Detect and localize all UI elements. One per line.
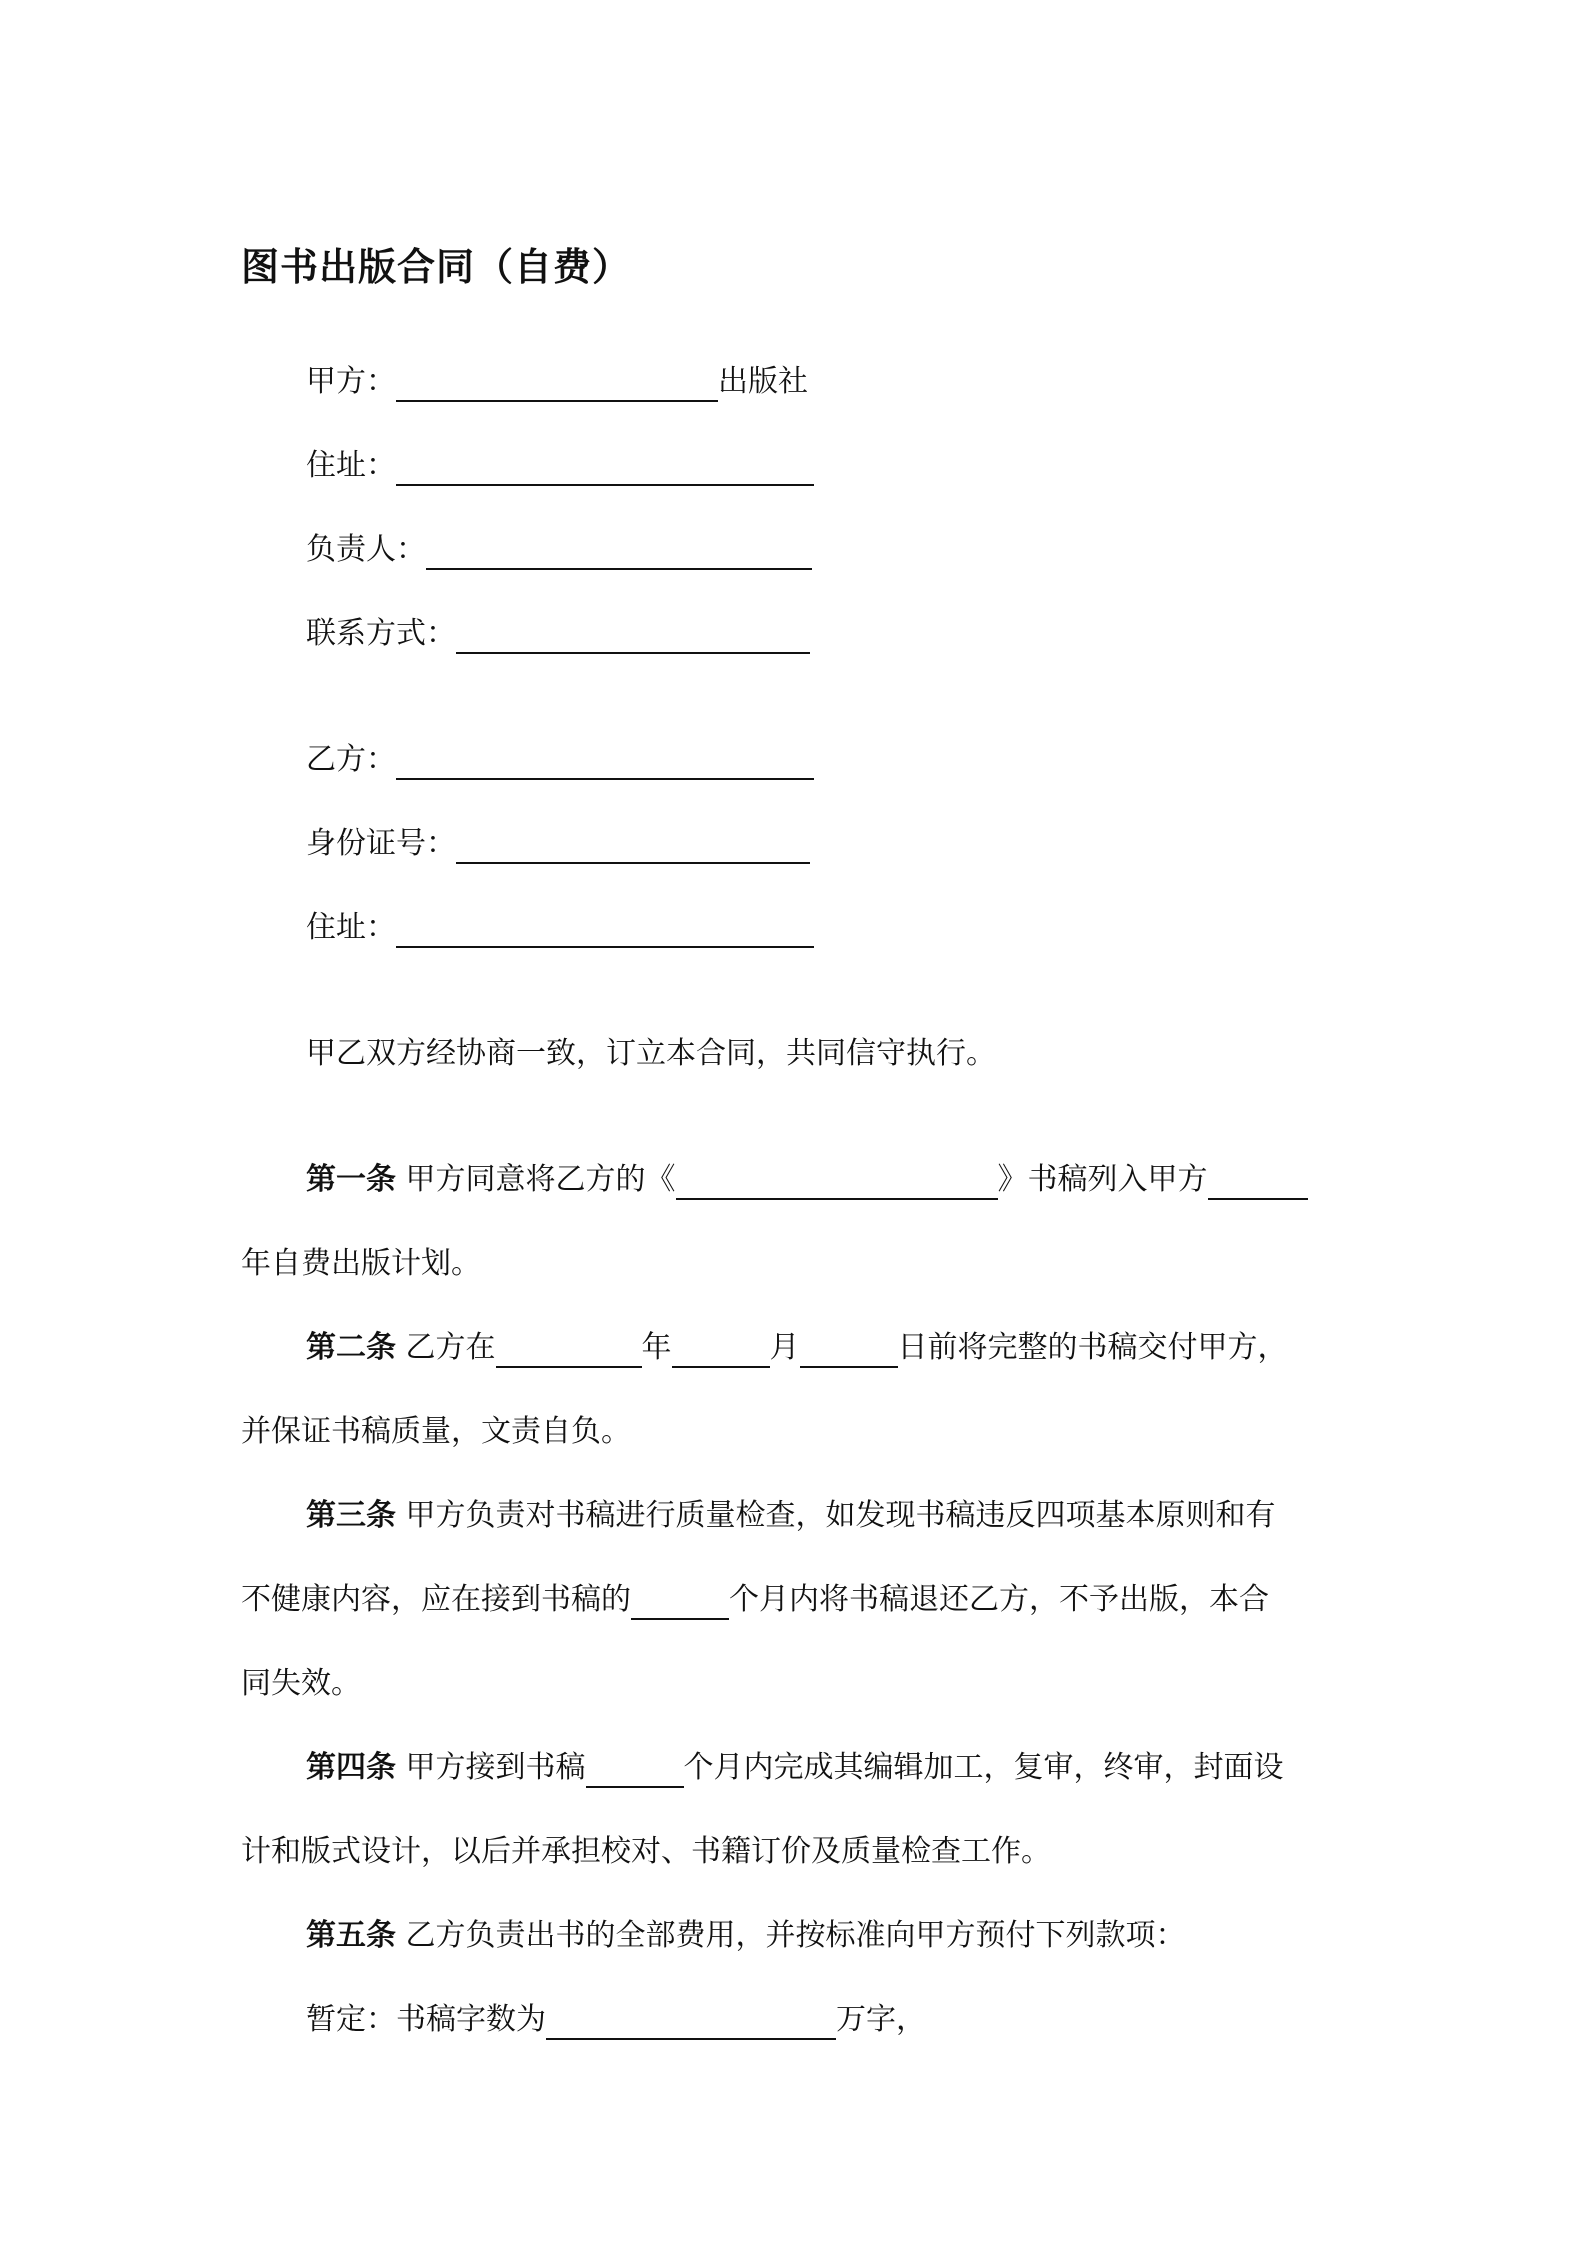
article-2-line-1 <box>306 1328 1288 1368</box>
party-a-person-label: 负责人： <box>306 532 426 567</box>
article-4-line-2: 计和版式设计，以后并承担校对、书籍订价及质量检查工作。 <box>241 1834 1051 1869</box>
article-3-line-3: 同失效。 <box>241 1666 361 1701</box>
party-b-address-blank[interactable] <box>396 912 814 948</box>
plan-year-blank[interactable] <box>1208 1164 1308 1200</box>
party-a-contact-blank[interactable] <box>456 618 810 654</box>
article-4-number: 第四条 <box>306 1750 396 1785</box>
article-2-text-2: 日前将完整的书稿交付甲方， <box>897 1330 1288 1365</box>
book-title-blank[interactable] <box>676 1164 998 1200</box>
party-a-suffix: 出版社 <box>718 364 808 399</box>
article-3-number: 第三条 <box>306 1498 396 1533</box>
article-1-text-2: 》书稿列入甲方 <box>997 1162 1208 1197</box>
article-1-line-1 <box>306 1160 1308 1200</box>
article-5-line-2 <box>306 2000 926 2040</box>
party-a-row <box>306 362 808 402</box>
party-b-label: 乙方： <box>306 742 396 777</box>
party-b-name-blank[interactable] <box>396 744 814 780</box>
party-b-id-label: 身份证号： <box>306 826 456 861</box>
article-3-text-3: 个月内将书稿退还乙方，不予出版，本合 <box>729 1582 1269 1617</box>
article-1-text-1: 甲方同意将乙方的《 <box>396 1162 676 1197</box>
article-4-line-1 <box>306 1748 1284 1788</box>
party-b-id-row <box>306 824 810 864</box>
article-5-number: 第五条 <box>306 1918 396 1953</box>
month-label: 月 <box>769 1330 800 1365</box>
party-a-address-blank[interactable] <box>396 450 814 486</box>
article-5-text-3: 万字， <box>836 2002 926 2037</box>
party-a-person-row <box>306 530 812 570</box>
party-b-id-blank[interactable] <box>456 828 810 864</box>
delivery-day-blank[interactable] <box>800 1332 898 1368</box>
article-3-text-1: 甲方负责对书稿进行质量检查，如发现书稿违反四项基本原则和有 <box>396 1498 1276 1533</box>
edit-months-blank[interactable] <box>586 1752 684 1788</box>
article-2-line-2: 并保证书稿质量，文责自负。 <box>241 1414 631 1449</box>
article-2-number: 第二条 <box>306 1330 396 1365</box>
article-2-text-1: 乙方在 <box>396 1330 496 1365</box>
party-a-label: 甲方： <box>306 364 396 399</box>
page-title: 图书出版合同（自费） <box>241 245 632 289</box>
delivery-month-blank[interactable] <box>672 1332 770 1368</box>
delivery-year-blank[interactable] <box>496 1332 642 1368</box>
intro-text: 甲乙双方经协商一致，订立本合同，共同信守执行。 <box>306 1036 996 1071</box>
return-months-blank[interactable] <box>631 1584 729 1620</box>
party-b-row <box>306 740 814 780</box>
party-a-address-label: 住址： <box>306 448 396 483</box>
article-1-number: 第一条 <box>306 1162 396 1197</box>
article-3-text-2: 不健康内容，应在接到书稿的 <box>241 1582 631 1617</box>
party-b-address-row <box>306 908 814 948</box>
article-4-text-2: 个月内完成其编辑加工，复审，终审，封面设 <box>683 1750 1284 1785</box>
party-a-address-row <box>306 446 814 486</box>
party-a-contact-label: 联系方式： <box>306 616 456 651</box>
article-1-line-2: 年自费出版计划。 <box>241 1246 481 1281</box>
party-a-name-blank[interactable] <box>396 366 718 402</box>
article-5-line-1 <box>306 1916 1186 1956</box>
year-label: 年 <box>641 1330 672 1365</box>
article-5-text-1: 乙方负责出书的全部费用，并按标准向甲方预付下列款项： <box>396 1918 1186 1953</box>
party-a-person-blank[interactable] <box>426 534 812 570</box>
party-b-address-label: 住址： <box>306 910 396 945</box>
article-3-line-1 <box>306 1496 1276 1536</box>
article-4-text-1: 甲方接到书稿 <box>396 1750 586 1785</box>
article-5-text-2: 暂定：书稿字数为 <box>306 2002 546 2037</box>
party-a-contact-row <box>306 614 810 654</box>
word-count-blank[interactable] <box>546 2004 836 2040</box>
article-3-line-2 <box>241 1580 1269 1620</box>
